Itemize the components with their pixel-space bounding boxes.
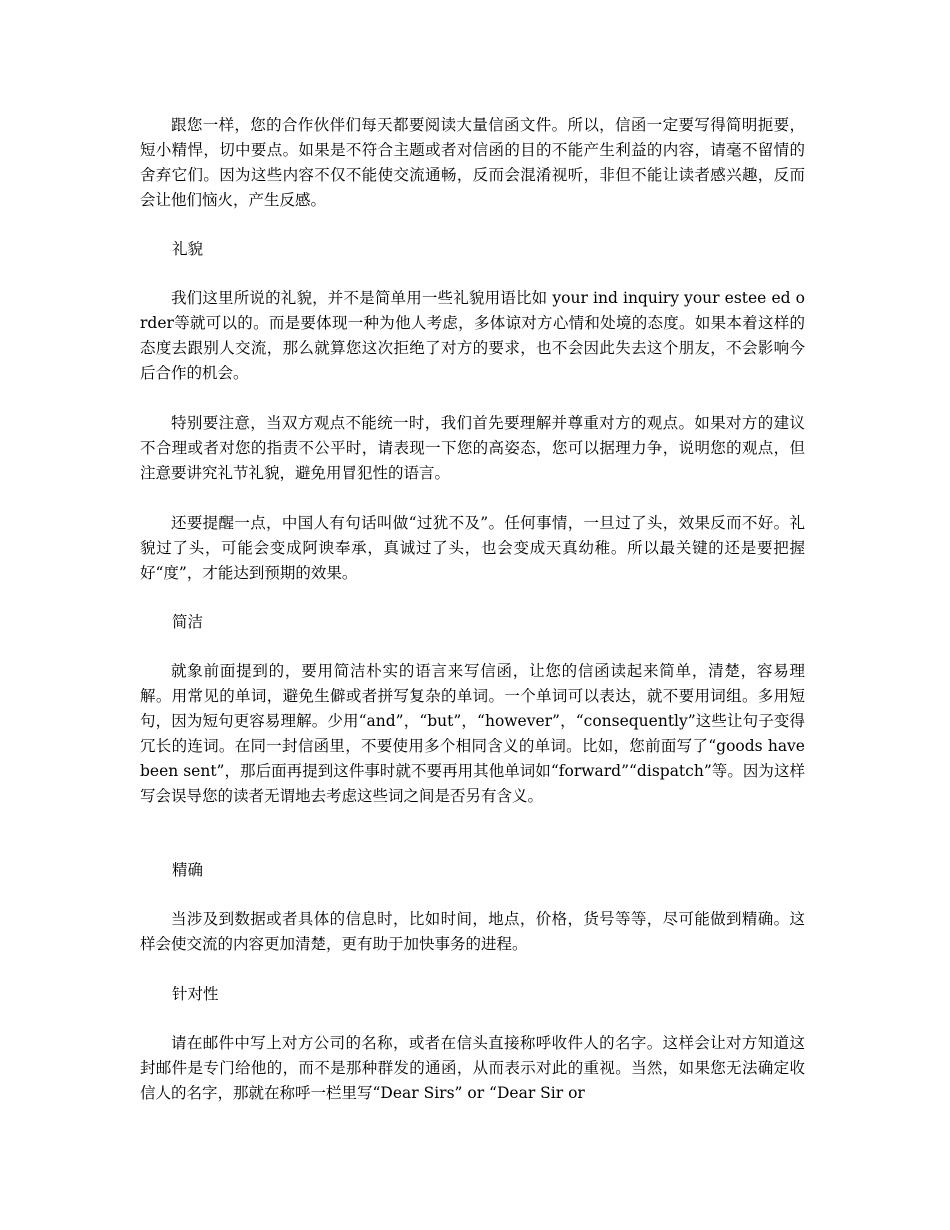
paragraph-concise: 就象前面提到的，要用简洁朴实的语言来写信函，让您的信函读起来简单，清楚，容易理解。用常见的单词，避免生僻或者拼写复杂的单词。一个单词可以表达，就不要用词组。多用短句，因为短句更容易理解。少用“and”，“but”，“however”，“consequently”这些让句子变得冗长的连词。在同一封信函里，不要使用多个相同含义的单词。比如，您前面写了“goods have been sent”，那后面再提到这件事时就不要再用其他单词如“forward”“dispatch”等。因为这样写会误导您的读者无谓地去考虑这些词之间是否另有含义。 [140,662,805,805]
intro-section [140,113,805,213]
concise-section [140,659,805,809]
paragraph-precise: 当涉及到数据或者具体的信息时，比如时间，地点，价格，货号等等，尽可能做到精确。这样会使交流的内容更加清楚，更有助于加快事务的进程。 [140,910,805,953]
heading-precise: 精确 [172,861,204,879]
heading-courtesy: 礼貌 [172,240,204,258]
paragraph-courtesy-1: 我们这里所说的礼貌，并不是简单用一些礼貌用语比如 your ind inquiry your estee ed order等就可以的。而是要体现一种为他人考虑，多体谅对方心情和处境的态度。如果本着这样的态度去跟别人交流，那么就算您这次拒绝了对方的要求，也不会因此失去这个朋友，不会影响今后合作的机会。 [140,289,805,382]
heading-targeted: 针对性 [172,985,219,1003]
precise-section [140,907,805,957]
paragraph-intro: 跟您一样，您的合作伙伴们每天都要阅读大量信函文件。所以，信函一定要写得简明扼要，短小精悍，切中要点。如果是不符合主题或者对信函的目的不能产生利益的内容，请毫不留情的舍弃它们。因为这些内容不仅不能使交流通畅，反而会混淆视听，非但不能让读者感兴趣，反而会让他们恼火，产生反感。 [140,116,805,209]
courtesy-section-2 [140,411,805,486]
paragraph-courtesy-3: 还要提醒一点，中国人有句话叫做“过犹不及”。任何事情，一旦过了头，效果反而不好。礼貌过了头，可能会变成阿谀奉承，真诚过了头，也会变成天真幼稚。所以最关键的还是要把握好“度”，才能达到预期的效果。 [140,514,805,582]
paragraph-targeted: 请在邮件中写上对方公司的名称，或者在信头直接称呼收件人的名字。这样会让对方知道这封邮件是专门给他的，而不是那种群发的通函，从而表示对此的重视。当然，如果您无法确定收信人的名字，那就在称呼一栏里写“Dear Sirs” or “Dear Sir or [140,1034,805,1102]
paragraph-courtesy-2: 特别要注意，当双方观点不能统一时，我们首先要理解并尊重对方的观点。如果对方的建议不合理或者对您的指责不公平时，请表现一下您的高姿态，您可以据理力争，说明您的观点，但注意要讲究礼节礼貌，避免用冒犯性的语言。 [140,414,805,482]
heading-concise: 简洁 [172,613,204,631]
courtesy-section-1 [140,286,805,386]
courtesy-section-3 [140,511,805,586]
targeted-section [140,1031,805,1106]
